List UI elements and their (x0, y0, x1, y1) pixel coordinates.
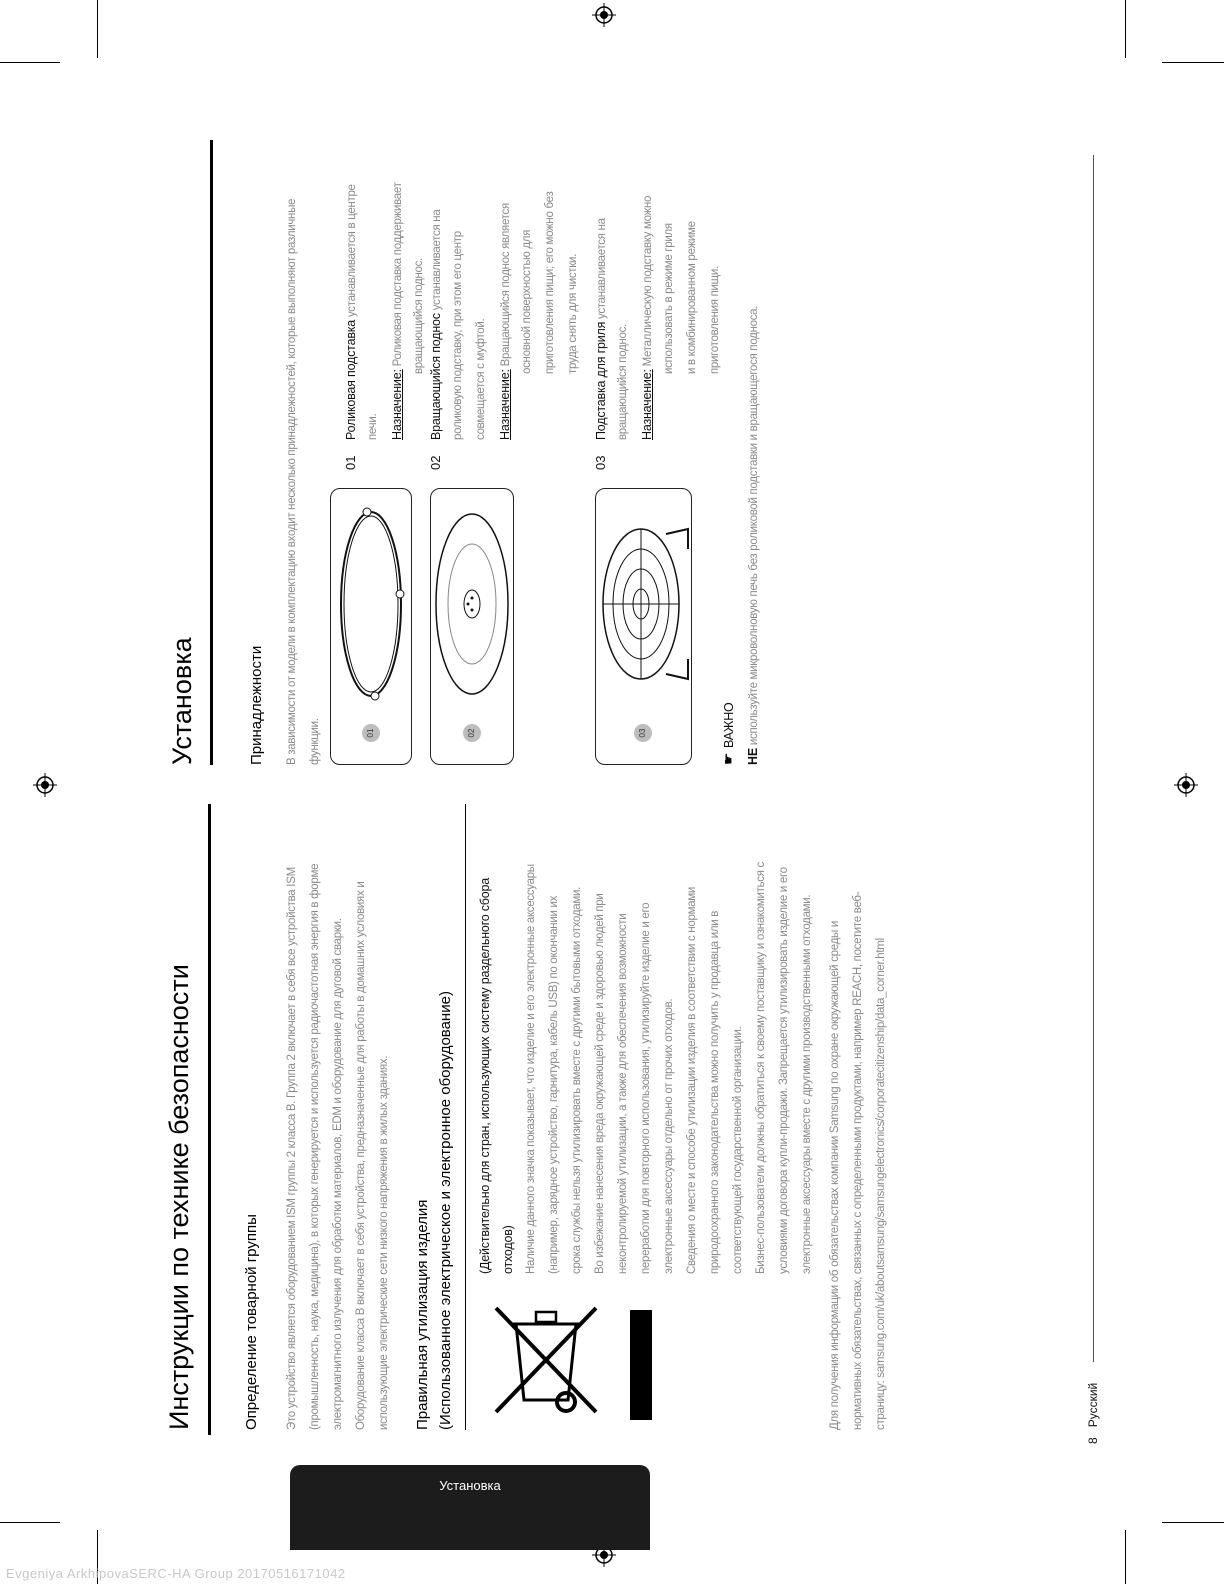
text-line: (Действительно для стран, использующих систему раздельного сбора (478, 877, 492, 1274)
print-stamp: Evgeniya ArkhipovaSERC-HA Group 20170516171042 (6, 1566, 346, 1581)
section-heading-accessories: Принадлежности (248, 645, 265, 765)
grill-rack-illustration (596, 504, 691, 704)
turntable-image (430, 488, 514, 765)
section-subheading-disposal: (Использованное электрическое и электронное оборудование) (437, 991, 454, 1430)
pointing-hand-icon: ☛ (720, 752, 736, 765)
item-purpose (635, 196, 660, 440)
page-number: 8 (1086, 1437, 1100, 1444)
roller-ring-image (330, 488, 412, 765)
text-line: (промышленность, наука, медицина), в которых генерируется и используется радиочастотная энергия в форме (309, 863, 321, 1430)
text-line: условиями договора купли-продажи. Запрещается утилизировать изделие и его (778, 867, 790, 1274)
important-text: используйте микроволновую печь без роликовой подставки и вращающегося подноса. (748, 305, 760, 749)
text-line: и в комбинированном режиме (686, 221, 698, 374)
text-line: Оборудование класса B включает в себя устройства, предназначенные для работы в домашних условиях и (355, 881, 367, 1430)
image-badge: 01 (362, 724, 380, 742)
page-title-installation: Установка (167, 637, 197, 765)
text-line: Это устройство является оборудованием ISM группы 2 класса B. Группа 2 включает в себя все устройства ISM (286, 867, 298, 1430)
image-badge: 03 (634, 724, 652, 742)
purpose-text: Металлическую подставку можно (642, 195, 654, 370)
purpose-label: Назначение: (390, 369, 404, 440)
turntable-illustration (431, 504, 513, 704)
text-line: приготовления пищи. (709, 266, 721, 374)
page-language: Русский (1086, 1382, 1100, 1428)
bin-icon-bar (630, 1310, 652, 1420)
important-strong: НЕ (746, 748, 760, 765)
text-line: нормативных обязательствах, связанных с определенными продуктами, например REACH, посетите веб- (852, 891, 864, 1430)
text-line: Бизнес-пользователи должны обратиться к своему поставщику и ознакомиться с (755, 861, 767, 1274)
roller-ring-illustration (331, 504, 411, 704)
text-line: природоохранного законодательства можно получить у продавца или в (709, 910, 721, 1274)
text-line: Для получения информации об обязательствах компании Samsung по охране окружающей среды и (829, 921, 841, 1430)
text-line: В зависимости от модели в комплектацию входит несколько принадлежностей, которые выполняют различные (286, 198, 298, 765)
text-line: вращающийся поднос. (413, 258, 425, 374)
item-description: устанавливается на (596, 218, 608, 322)
important-notice-text (741, 306, 766, 765)
text-line: роликовую подставку, при этом его центр (452, 231, 464, 440)
item-grill-rack (589, 218, 614, 440)
page-title-safety: Инструкции по технике безопасности (164, 964, 194, 1430)
footer-rule (1093, 155, 1094, 1362)
purpose-label: Назначение: (640, 369, 654, 440)
important-notice-heading (717, 702, 741, 765)
item-number: 03 (593, 455, 608, 470)
title-rule (208, 804, 211, 1435)
page-footer (1082, 1383, 1105, 1444)
item-roller-ring (339, 184, 364, 440)
item-number: 01 (343, 455, 358, 470)
item-name: Вращающийся поднос (429, 313, 443, 440)
text-line: основной поверхностью для (521, 229, 533, 374)
crossed-out-wheelie-bin-icon (490, 1300, 602, 1420)
section-heading-disposal: Правильная утилизация изделия (414, 1199, 431, 1430)
text-line: Сведения о месте и способе утилизации изделия в соответствии с нормами (686, 886, 698, 1274)
text-line: приготовления пищи; его можно без (544, 191, 556, 374)
text-line: срока службы нельзя утилизировать вместе с другими бытовыми отходами. (571, 887, 583, 1274)
item-turntable (424, 210, 449, 440)
text-line: использующие электрические сети низкого напряжения в жилых зданиях. (378, 1055, 390, 1430)
item-description: устанавливается на (431, 209, 443, 314)
grill-rack-image (595, 488, 692, 765)
item-description: устанавливается в центре (346, 184, 358, 320)
text-line: соответствующей государственной организации. (732, 1026, 744, 1274)
text-line: труда снять для чистки. (567, 253, 579, 374)
text-line: совмещается с муфтой. (475, 318, 487, 440)
item-purpose (493, 203, 518, 440)
text-line: электронные аксессуары вместе с другими производственными отходами. (801, 894, 813, 1274)
text-line: функции. (309, 718, 321, 765)
text-line: вращающийся поднос. (617, 324, 629, 440)
text-line: использовать в режиме гриля (663, 223, 675, 374)
text-line: отходов) (501, 1225, 515, 1274)
text-line: электромагнитного излучения для обработки материалов, EDM и оборудование для дуговой сварки. (332, 918, 344, 1430)
item-purpose (385, 182, 410, 440)
text-line: переработки для повторного использования, утилизируйте изделие и его (640, 902, 652, 1274)
item-number: 02 (428, 455, 443, 470)
text-line: (например, зарядное устройство, гарнитура, кабель USB) по окончании их (548, 895, 560, 1274)
section-heading-product-group: Определение товарной группы (243, 1214, 260, 1430)
text-line: страницу: samsung.com/uk/aboutsamsung/samsungelectronics/corporatecitizenship/data_corner.html (875, 938, 887, 1430)
item-name: Роликовая подставка (344, 319, 358, 440)
image-badge: 02 (463, 724, 481, 742)
purpose-text: Вращающийся поднос является (500, 203, 512, 370)
text-line: печи. (367, 413, 379, 440)
text-line: Наличие данного значка показывает, что изделие и его электронные аксессуары (525, 864, 537, 1274)
text-line: электронные аксессуары отдельно от прочих отходов. (663, 998, 675, 1274)
section-rule (465, 804, 466, 1430)
item-name: Подставка для гриля (594, 321, 608, 440)
important-label: ВАЖНО (722, 702, 736, 748)
purpose-label: Назначение: (498, 369, 512, 440)
section-tab: Установка (290, 1465, 650, 1550)
text-line: Во избежание нанесения вреда окружающей среде и здоровью людей при (594, 893, 606, 1274)
text-line: неконтролируемой утилизации, а также для обеспечения возможности (617, 913, 629, 1274)
title-rule (210, 140, 213, 765)
purpose-text: Роликовая подставка поддерживает (392, 182, 404, 370)
